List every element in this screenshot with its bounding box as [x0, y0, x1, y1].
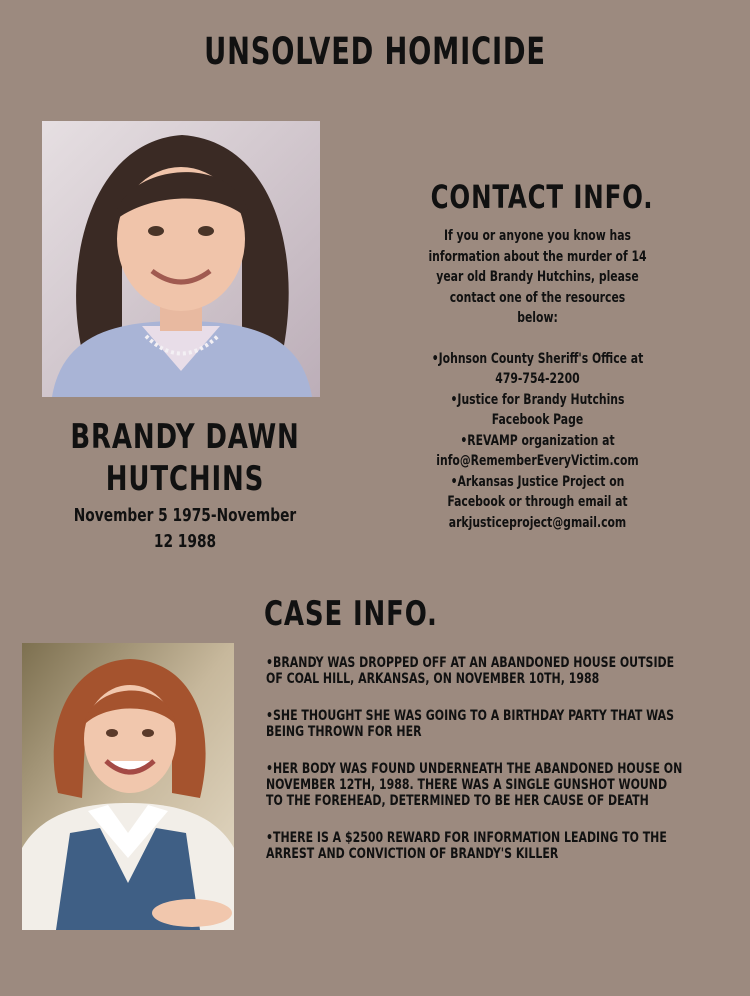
contact-phone: 479-754-2200 — [495, 371, 580, 387]
victim-dates-line2: 12 1988 — [153, 531, 217, 552]
contact-resource-line: •Johnson County Sheriff's Office at — [431, 350, 644, 367]
victim-portrait-photo — [42, 121, 320, 397]
contact-intro-line: information about the murder of 14 — [428, 248, 647, 265]
case-info-list — [266, 655, 683, 883]
childhood-illustration — [22, 643, 234, 930]
contact-resource-line: Facebook or through email at — [447, 494, 628, 510]
contact-body — [424, 226, 652, 533]
contact-resource-line: •REVAMP organization at — [460, 432, 615, 449]
contact-email: arkjusticeproject@gmail.com — [448, 514, 627, 531]
portrait-illustration — [42, 121, 320, 397]
contact-resource-line: •Arkansas Justice Project on — [450, 473, 625, 490]
contact-intro-line: contact one of the resources — [449, 289, 626, 306]
victim-dates-line1: November 5 1975-November — [73, 505, 297, 526]
case-info-item: •BRANDY WAS DROPPED OFF AT AN ABANDONED HOUSE OUTSIDE OF COAL HILL, ARKANSAS, ON NOVEMBER 10TH, 1988 — [266, 655, 675, 687]
victim-name-line2: HUTCHINS — [105, 459, 265, 499]
contact-intro-line: If you or anyone you know has — [444, 228, 631, 244]
victim-childhood-photo — [22, 643, 234, 930]
case-info-item: •THERE IS A $2500 REWARD FOR INFORMATION LEADING TO THE ARREST AND CONVICTION OF BRANDY'S KILLER — [266, 830, 667, 862]
contact-heading: CONTACT INFO. — [430, 178, 654, 216]
victim-name — [62, 416, 309, 500]
case-info-item: •HER BODY WAS FOUND UNDERNEATH THE ABANDONED HOUSE ON NOVEMBER 12TH, 1988. THERE WAS A SINGLE GUNSHOT WOUND TO THE FOREHEAD, DETERMINED TO BE HER CAUSE OF DEATH — [266, 761, 683, 809]
victim-name-line1: BRANDY DAWN — [70, 417, 300, 457]
contact-resource-line: •Justice for Brandy Hutchins — [450, 391, 625, 408]
contact-email: info@RememberEveryVictim.com — [436, 453, 639, 469]
victim-dates — [62, 503, 309, 555]
contact-resource-line: Facebook Page — [491, 412, 584, 428]
case-heading: CASE INFO. — [264, 594, 438, 634]
page-title: UNSOLVED HOMICIDE — [204, 30, 546, 73]
contact-intro-line: year old Brandy Hutchins, please — [436, 269, 639, 285]
contact-intro-line: below: — [517, 310, 558, 326]
case-info-item: •SHE THOUGHT SHE WAS GOING TO A BIRTHDAY PARTY THAT WAS BEING THROWN FOR HER — [266, 708, 675, 740]
